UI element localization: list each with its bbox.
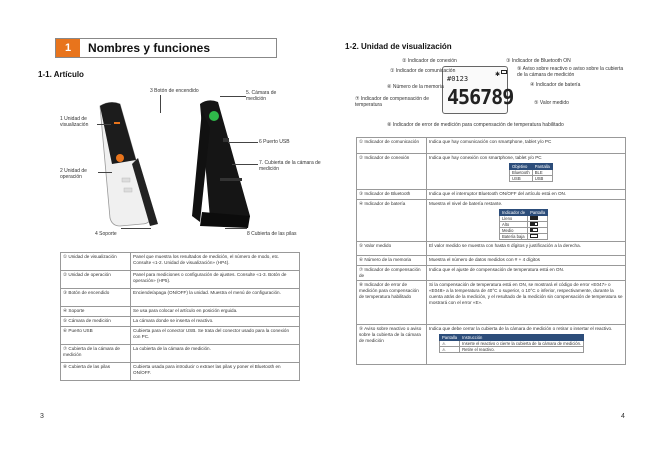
row-value: Enciende/apaga (ON/OFF) la unidad. Muestra el menú de configuración.	[131, 289, 300, 307]
row-value: Muestra el número de datos medidos con # + 4 dígitos	[427, 256, 626, 266]
callout-connection: ② Indicador de conexión	[402, 58, 457, 64]
subtable-header: Instrucción	[460, 335, 584, 341]
table-row	[61, 317, 300, 327]
parts-table	[60, 252, 300, 381]
subtable-header: Objetivo	[510, 164, 533, 170]
subtable-cell: Inserte el reactivo o cierre la cubierta de la cámara de medición.	[460, 341, 584, 347]
row-key: ⑧ Cubierta de las pilas	[61, 363, 131, 381]
row-value: Panel que muestra los resultados de medición, el número de modo, etc. Consulte «1-2. Unidad de visualización» (HP4).	[131, 253, 300, 271]
chapter-number: 1	[56, 39, 80, 57]
table-row	[357, 242, 626, 256]
battery-level-icon	[528, 234, 548, 240]
memory-number-digits: #0123	[447, 75, 469, 83]
subtable-row	[510, 176, 553, 182]
callout-reagent-warning: ⑨ Aviso sobre reactivo o aviso sobre la cubierta de la cámara de medición	[517, 66, 624, 78]
row-key: ① Unidad de visualización	[61, 253, 131, 271]
table-row	[357, 154, 626, 190]
bluetooth-icon: ✱	[495, 72, 501, 78]
row-key: ⑨ Aviso sobre reactivo o aviso sobre la cubierta de la cámara de medición	[357, 325, 427, 365]
subtable-cell: Batería baja	[500, 234, 528, 240]
row-key: ⑥ Número de la memoria	[357, 256, 427, 266]
row-key: ③ Botón de encendido	[61, 289, 131, 307]
table-row	[357, 200, 626, 242]
section-title: 1-1. Artículo	[38, 70, 84, 79]
callout-temp-compensation: ⑦ Indicador de compensación de temperatura	[355, 96, 429, 108]
display-table	[356, 137, 626, 365]
subtable-cell: Alto	[500, 222, 528, 228]
table-row	[357, 138, 626, 154]
subtable-row	[500, 234, 548, 240]
table-row	[357, 190, 626, 200]
table-row	[61, 271, 300, 289]
row-key: ⑦ Cubierta de la cámara de medición	[61, 345, 131, 363]
row-key: ② Indicador de conexión	[357, 154, 427, 190]
subtable-cell: USB	[510, 176, 533, 182]
subtable-header: Pantalla	[532, 164, 552, 170]
subtable-cell: BLE	[532, 170, 552, 176]
callout-battery-cover: 8 Cubierta de las pilas	[247, 231, 297, 237]
row-key: ① Indicador de comunicación	[357, 138, 427, 154]
row-value-text: Indica que hay conexión con smartphone, tablet y/o PC	[429, 155, 542, 160]
subtable-header: Pantalla	[528, 210, 548, 216]
callout-chamber-cover: 7. Cubierta de la cámara de medición	[259, 160, 321, 172]
row-value: Indica que el interruptor Bluetooth ON/OFF del artículo está en ON.	[427, 190, 626, 200]
page-number: 4	[621, 413, 625, 420]
row-value: La cámara donde se inserta el reactivo.	[131, 317, 300, 327]
row-key: ⑤ Cámara de medición	[61, 317, 131, 327]
subtable-cell: Bluetooth	[510, 170, 533, 176]
warning-icon: ⚠	[440, 347, 460, 353]
table-row	[61, 253, 300, 271]
row-value: Indica que el ajuste de compensación de temperatura está en ON.	[427, 266, 626, 281]
subtable-header: Indicador de	[500, 210, 528, 216]
callout-usb-port: 6 Puerto USB	[259, 139, 290, 145]
row-value	[427, 200, 626, 242]
row-value	[427, 154, 626, 190]
row-key: ⑤ Valor medido	[357, 242, 427, 256]
table-row	[357, 325, 626, 365]
callout-memory-number: ⑥ Número de la memoria	[387, 84, 444, 90]
row-value: Se usa para colocar el artículo en posición erguida.	[131, 307, 300, 317]
row-value-text: Indica que debe cerrar la cubierta de la cámara de medición o retirar o insertar el reactivo.	[429, 326, 613, 331]
section-title: 1-2. Unidad de visualización	[345, 42, 452, 51]
subtable-cell: USB	[532, 176, 552, 182]
battery-icon	[501, 70, 507, 74]
callout-battery: ④ Indicador de batería	[530, 82, 581, 88]
callout-power-button: 3 Botón de encendido	[150, 88, 199, 94]
page-number: 3	[40, 413, 44, 420]
warning-icon: ⚠	[440, 341, 460, 347]
callout-measured-value: ⑤ Valor medido	[534, 100, 569, 106]
row-value: Panel para mediciones o configuración de ajustes. Consulte «1-3. Botón de operación» (HP5).	[131, 271, 300, 289]
row-value: Cubierta usada para introducir o extraer las pilas y poner el Bluetooth en ON/OFF.	[131, 363, 300, 381]
row-value-text: Muestra el nivel de batería restante.	[429, 201, 503, 206]
row-key: ⑧ Indicador de error de medición para compensación de temperatura habilitado	[357, 281, 427, 325]
callout-temp-error: ⑧ Indicador de error de medición para compensación de temperatura habilitado	[387, 122, 564, 128]
right-page	[331, 0, 662, 467]
row-value: Cubierta para el conector USB. Se trata del conector usado para la conexión con PC.	[131, 327, 300, 345]
row-value: La cubierta de la cámara de medición.	[131, 345, 300, 363]
row-key: ⑦ Indicador de compensación de	[357, 266, 427, 281]
device-illustration	[80, 98, 280, 238]
row-key: ④ Indicador de batería	[357, 200, 427, 242]
row-value: Indica que hay comunicación con smartphone, tablet y/o PC	[427, 138, 626, 154]
table-row	[61, 345, 300, 363]
subtable-header: Pantalla	[440, 335, 460, 341]
callout-operation-unit: 2 Unidad de operación	[60, 168, 87, 180]
subtable-cell: Lleno	[500, 216, 528, 222]
table-row	[357, 266, 626, 281]
row-key: ③ Indicador de Bluetooth	[357, 190, 427, 200]
callout-measuring-chamber: 5. Cámara de medición	[246, 90, 277, 102]
measured-value-digits: 456789	[447, 85, 514, 109]
callout-stand: 4 Soporte	[95, 231, 117, 237]
table-row	[357, 256, 626, 266]
table-row	[61, 363, 300, 381]
table-row	[61, 307, 300, 317]
chapter-heading	[55, 38, 277, 58]
chapter-title: Nombres y funciones	[88, 41, 211, 55]
row-key: ④ Soporte	[61, 307, 131, 317]
callout-display-unit: 1 Unidad de visualización	[60, 116, 89, 128]
row-key: ⑥ Puerto USB	[61, 327, 131, 345]
row-key: ② Unidad de operación	[61, 271, 131, 289]
row-value: El valor medido se muestra con hasta 6 dígitos y justificación a la derecha.	[427, 242, 626, 256]
subtable-cell: Retire el reactivo.	[460, 347, 584, 353]
callout-communication: ① Indicador de comunicación	[390, 68, 456, 74]
subtable-row	[440, 347, 584, 353]
row-value	[427, 325, 626, 365]
table-row	[61, 289, 300, 307]
table-row	[357, 281, 626, 325]
subtable-cell: Medio	[500, 228, 528, 234]
callout-bluetooth: ③ Indicador de Bluetooth ON	[506, 58, 571, 64]
table-row	[61, 327, 300, 345]
row-value: Si la compensación de temperatura está en ON, se mostrará el código de error «E047» o «E048» a la temperatura de 40°C o superior, o 10°C o inferior, respectivamente, durante la cuenta atrás de la medición, y el resultado de la medición sin compensación de temperatura se mostrará con el error «E».	[427, 281, 626, 325]
